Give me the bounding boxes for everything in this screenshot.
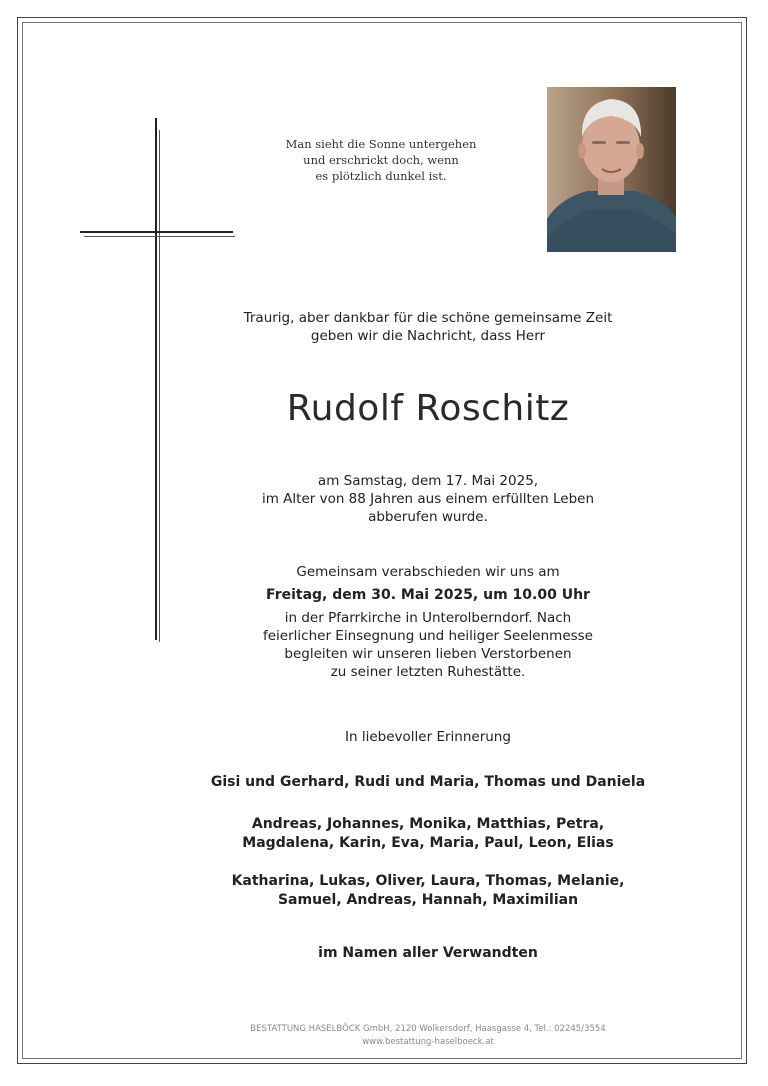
footer-website[interactable]: www.bestattung-haselboeck.at [362,1037,494,1047]
motto-quote [270,136,492,184]
children-names: Gisi und Gerhard, Rudi und Maria, Thomas und Daniela [210,774,646,790]
death-line: im Alter von 88 Jahren aus einem erfüllten Leben [261,491,595,507]
motto-line: Man sieht die Sonne untergehen [285,137,477,151]
intro-text [180,309,676,345]
farewell-line: begleiten wir unseren lieben Verstorbenen [284,646,572,662]
farewell-line: in der Pfarrkirche in Unterolberndorf. Nach [284,610,572,626]
death-line: abberufen wurde. [368,509,488,525]
sign-off-text: im Namen aller Verwandten [318,945,538,961]
motto-line: es plötzlich dunkel ist. [315,169,447,183]
great-grandchildren-line: Samuel, Andreas, Hannah, Maximilian [277,892,579,908]
death-line: am Samstag, dem 17. Mai 2025, [317,473,539,489]
family-children [180,773,676,791]
intro-line: Traurig, aber dankbar für die schöne gemeinsame Zeit [243,310,613,326]
grandchildren-line: Andreas, Johannes, Monika, Matthias, Petra, [251,816,605,832]
deceased-name [180,386,676,432]
great-grandchildren-line: Katharina, Lukas, Oliver, Laura, Thomas, Melanie, [231,873,625,889]
farewell-details [180,563,676,681]
family-grandchildren [180,815,676,853]
funeral-date: Freitag, dem 30. Mai 2025, um 10.00 Uhr [266,587,590,603]
intro-line: geben wir die Nachricht, dass Herr [310,328,546,344]
farewell-intro: Gemeinsam verabschieden wir uns am [296,564,560,580]
death-notice [180,472,676,526]
family-sign-off [180,944,676,962]
farewell-line: feierlicher Einsegnung und heiliger Seelenmesse [263,628,593,644]
memory-label: In liebevoller Erinnerung [345,729,511,745]
farewell-line: zu seiner letzten Ruhestätte. [330,664,526,680]
memory-text [180,728,676,746]
portrait-photo [547,87,676,252]
footer [100,1023,756,1049]
deceased-name-text: Rudolf Roschitz [286,388,570,429]
footer-company: BESTATTUNG HASELBÖCK GmbH, 2120 Wolkersdorf, Haasgasse 4, Tel.: 02245/3554 [250,1024,606,1034]
family-great-grandchildren [180,872,676,910]
grandchildren-line: Magdalena, Karin, Eva, Maria, Paul, Leon, Elias [242,835,614,851]
motto-line: und erschrickt doch, wenn [303,153,459,167]
